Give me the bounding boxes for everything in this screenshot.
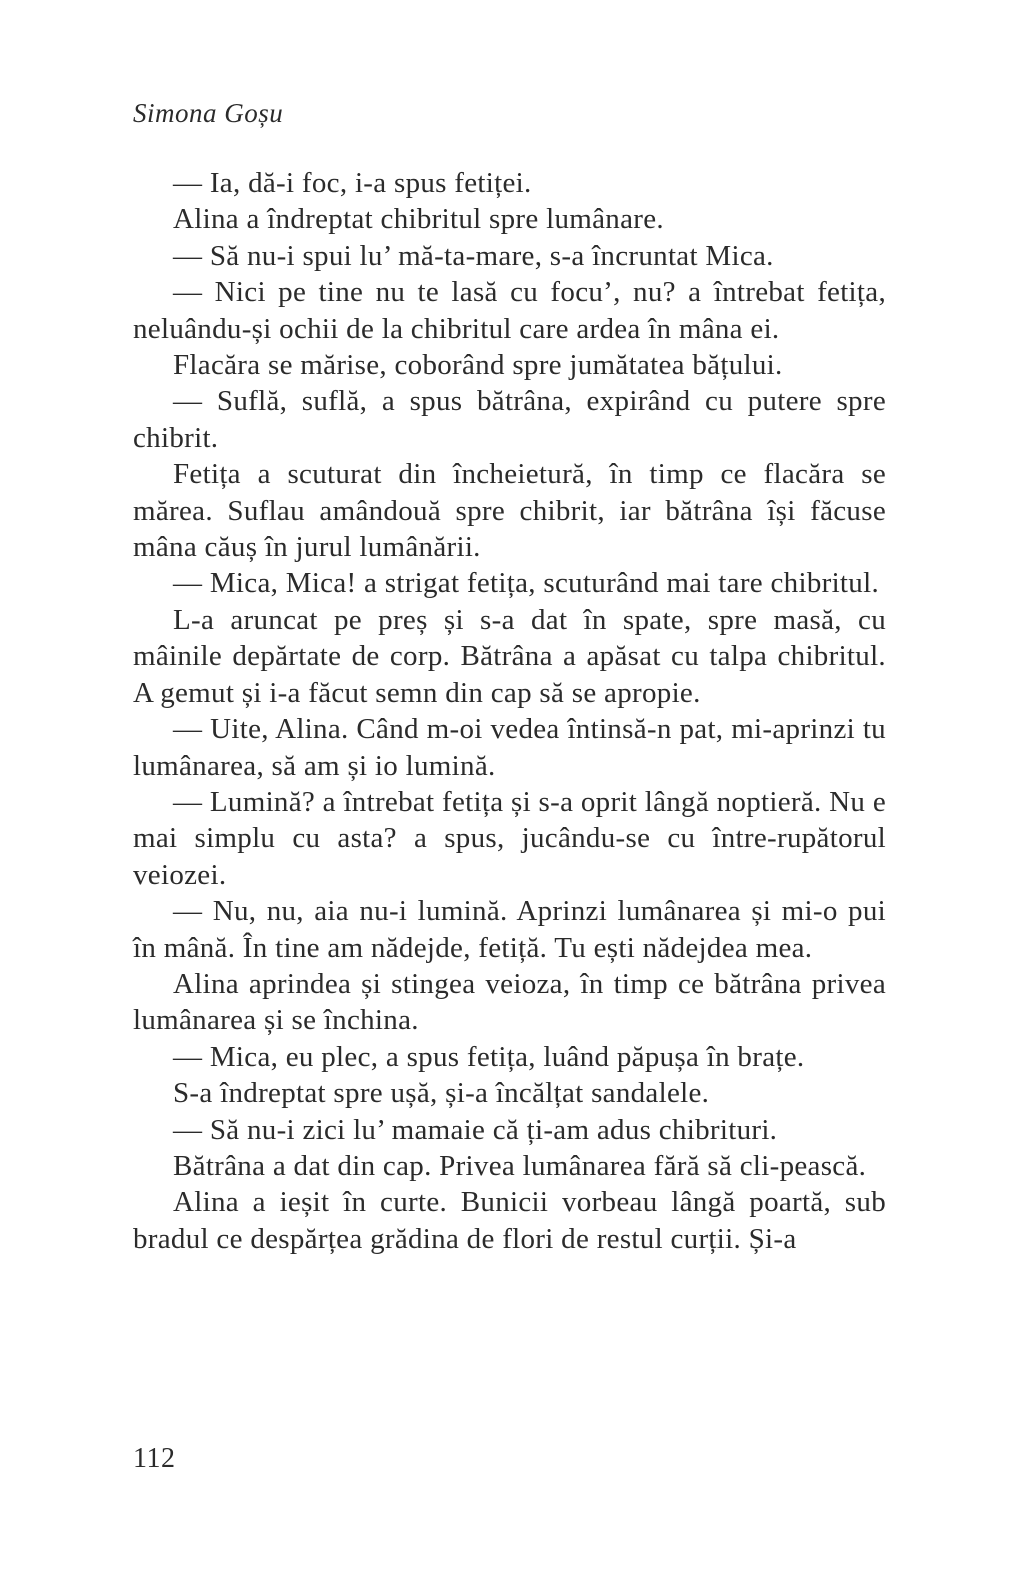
paragraph: Alina aprindea și stingea veioza, în timp ce bătrâna privea lumânarea și se închina. [133, 967, 886, 1037]
paragraph: Alina a îndreptat chibritul spre lumânare. [173, 203, 664, 236]
paragraph: S-a îndreptat spre ușă, și-a încălțat sandalele. [173, 1077, 710, 1110]
paragraph: — Suflă, suflă, a spus bătrâna, expirând cu putere spre chibrit. [133, 385, 886, 454]
paragraph: — Să nu-i zici lu’ mamaie că ți-am adus chibrituri. [173, 1113, 778, 1146]
paragraph: — Ia, dă-i foc, i-a spus fetiței. [173, 167, 532, 199]
paragraph: — Să nu-i spui lu’ mă-ta-mare, s-a încruntat Mica. [173, 239, 774, 272]
paragraph: L-a aruncat pe preș și s-a dat în spate, spre masă, cu mâinile depărtate de corp. Bătrâna a apăsat cu talpa chibritul. A gemut și i-a făcut semn din cap să se apropie. [133, 603, 886, 709]
paragraph: — Nu, nu, aia nu-i lumină. Aprinzi lumânarea și mi-o pui în mână. În tine am nădejde, fetiță. Tu ești nădejdea mea. [133, 895, 886, 964]
running-head-author: Simona Goșu [133, 98, 284, 128]
paragraph: — Mica, eu plec, a spus fetița, luând păpușa în brațe. [173, 1040, 805, 1073]
paragraph: Bătrâna a dat din cap. Privea lumânarea fără să cli-pească. [173, 1149, 867, 1182]
paragraph: Alina a ieșit în curte. Bunicii vorbeau lângă poartă, sub bradul ce despărțea grădina de flori de restul curții. Și-a [133, 1186, 886, 1255]
paragraph: Fetița a scuturat din încheietură, în timp ce flacăra se mărea. Suflau amândouă spre chibrit, iar bătrâna își făcuse mâna căuș în jurul lumânării. [133, 458, 886, 564]
paragraph: Flacăra se mărise, coborând spre jumătatea bățului. [173, 349, 783, 382]
body-text [133, 165, 886, 1257]
page-number: 112 [133, 1443, 176, 1474]
paragraph: — Nici pe tine nu te lasă cu focu’, nu? a întrebat fetița, neluându-și ochii de la chibritul care ardea în mâna ei. [133, 276, 886, 345]
paragraph: — Mica, Mica! a strigat fetița, scuturând mai tare chibritul. [173, 567, 880, 600]
paragraph: — Uite, Alina. Când m-oi vedea întinsă-n pat, mi-aprinzi tu lumânarea, să am și io lumină. [133, 713, 886, 782]
paragraph: — Lumină? a întrebat fetița și s-a oprit lângă noptieră. Nu e mai simplu cu asta? a spus, jucându-se cu între-rupătorul veiozei. [133, 785, 886, 891]
